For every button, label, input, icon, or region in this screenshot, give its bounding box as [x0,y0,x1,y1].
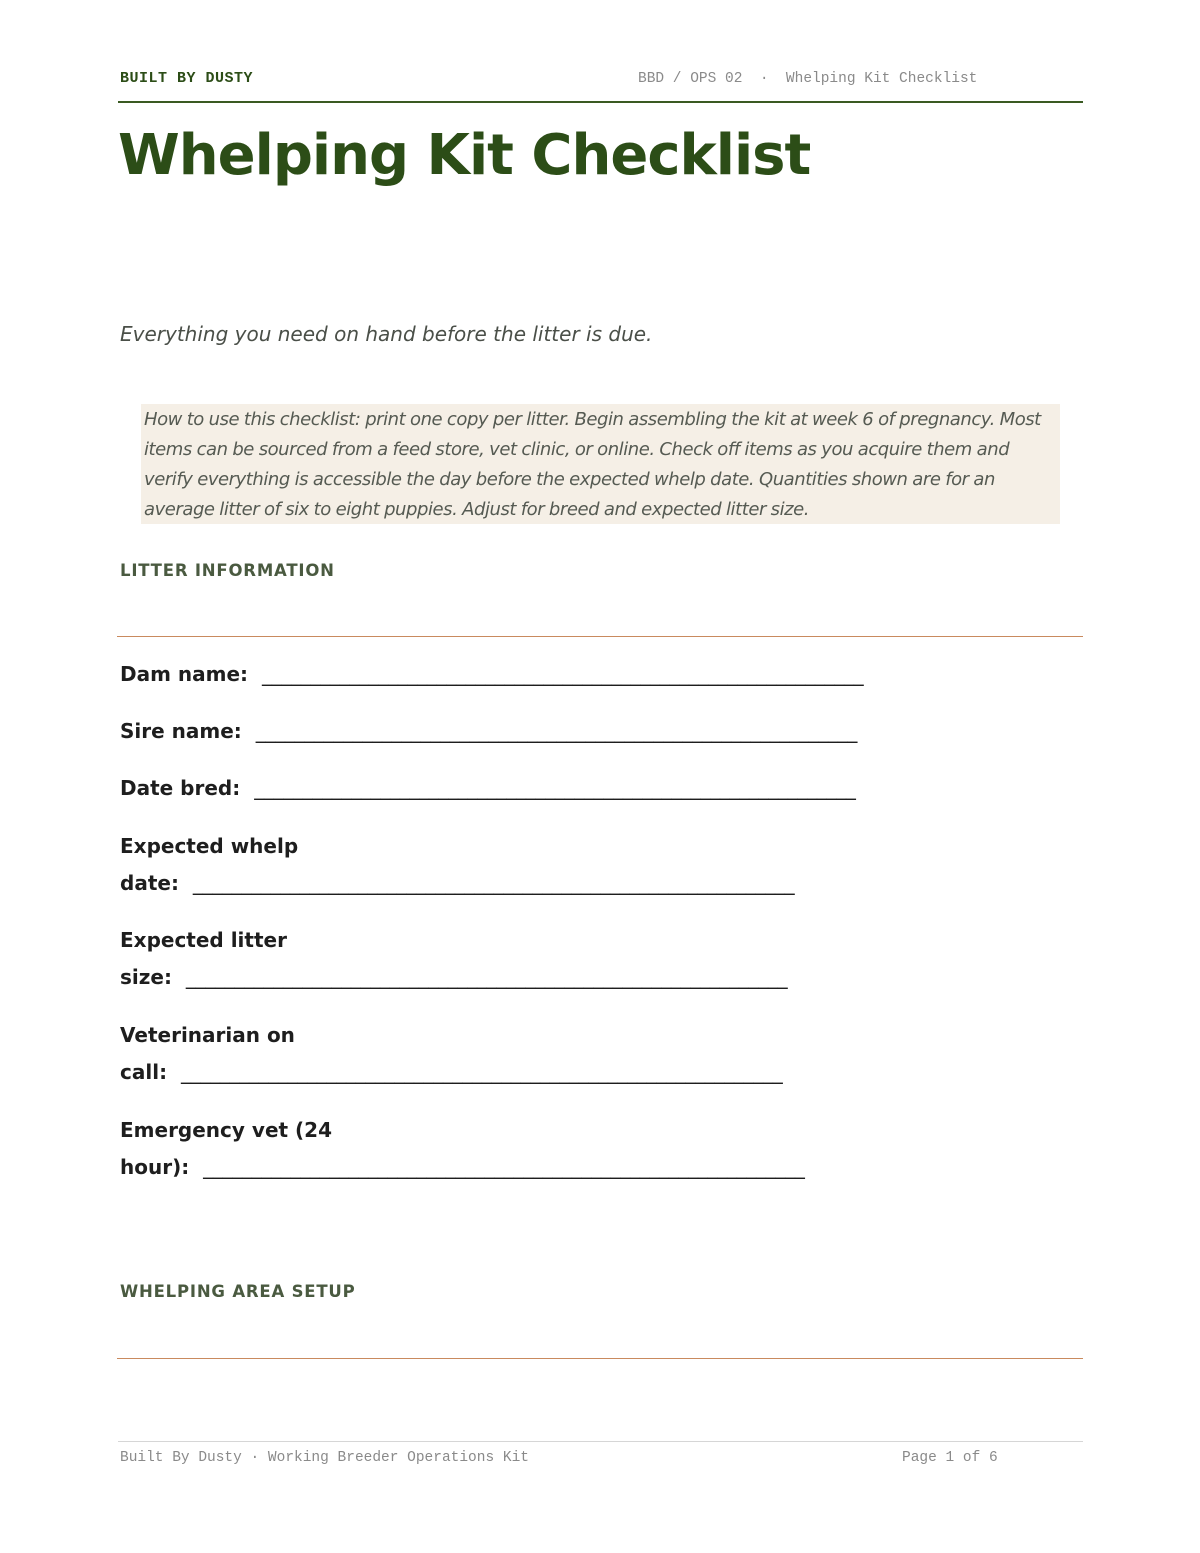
field-expected-whelp-date [120,828,794,902]
field-label: Emergency vet (24 [120,1118,333,1142]
fill-in-blank: ______________________________________________________________ [181,1060,783,1084]
field-label: Sire name: [120,719,242,743]
field-label: Expected whelp [120,834,299,858]
brand-name: BUILT BY DUSTY [120,70,254,87]
field-veterinarian-on-call [120,1017,782,1091]
section-divider-whelping-area-setup [117,1358,1083,1359]
field-label: Expected litter [120,928,287,952]
fill-in-blank: ______________________________________________________________ [254,776,856,800]
section-heading-litter-information: LITTER INFORMATION [120,561,335,580]
field-expected-litter-size [120,922,787,996]
header-divider [118,101,1083,103]
field-label: call: [120,1060,168,1084]
section-divider-litter-information [117,636,1083,637]
footer-text: Built By Dusty · Working Breeder Operations Kit [120,1450,529,1466]
field-dam-name [120,656,863,693]
instructions-box [141,404,1060,524]
field-label: Veterinarian on [120,1023,295,1047]
fill-in-blank: ______________________________________________________________ [203,1155,805,1179]
page-subtitle: Everything you need on hand before the litter is due. [120,322,653,346]
page-title: Whelping Kit Checklist [118,123,811,188]
field-label: Date bred: [120,776,241,800]
field-label: Dam name: [120,662,249,686]
instructions-text: How to use this checklist: print one copy per litter. Begin assembling the kit at week 6 of pregnancy. Most items can be sourced from a feed store, vet clinic, or online. Check off items as you acquire them and verify everything is accessible the day before the expected whelp date. Quantities shown are for an average litter of six to eight puppies. Adjust for breed and expected litter size. [144,409,1041,520]
field-label: date: [120,871,179,895]
fill-in-blank: ______________________________________________________________ [255,719,858,743]
field-emergency-vet [120,1112,805,1186]
section-heading-whelping-area-setup: WHELPING AREA SETUP [120,1282,356,1301]
page-number: Page 1 of 6 [902,1450,998,1466]
fill-in-blank: ______________________________________________________________ [192,871,795,895]
fill-in-blank: ______________________________________________________________ [261,662,864,686]
footer-divider [118,1441,1083,1442]
field-label: size: [120,965,172,989]
field-sire-name [120,713,857,750]
field-date-bred [120,770,856,807]
document-reference: BBD / OPS 02 · Whelping Kit Checklist [638,71,978,87]
fill-in-blank: ______________________________________________________________ [185,965,788,989]
field-label: hour): [120,1155,190,1179]
